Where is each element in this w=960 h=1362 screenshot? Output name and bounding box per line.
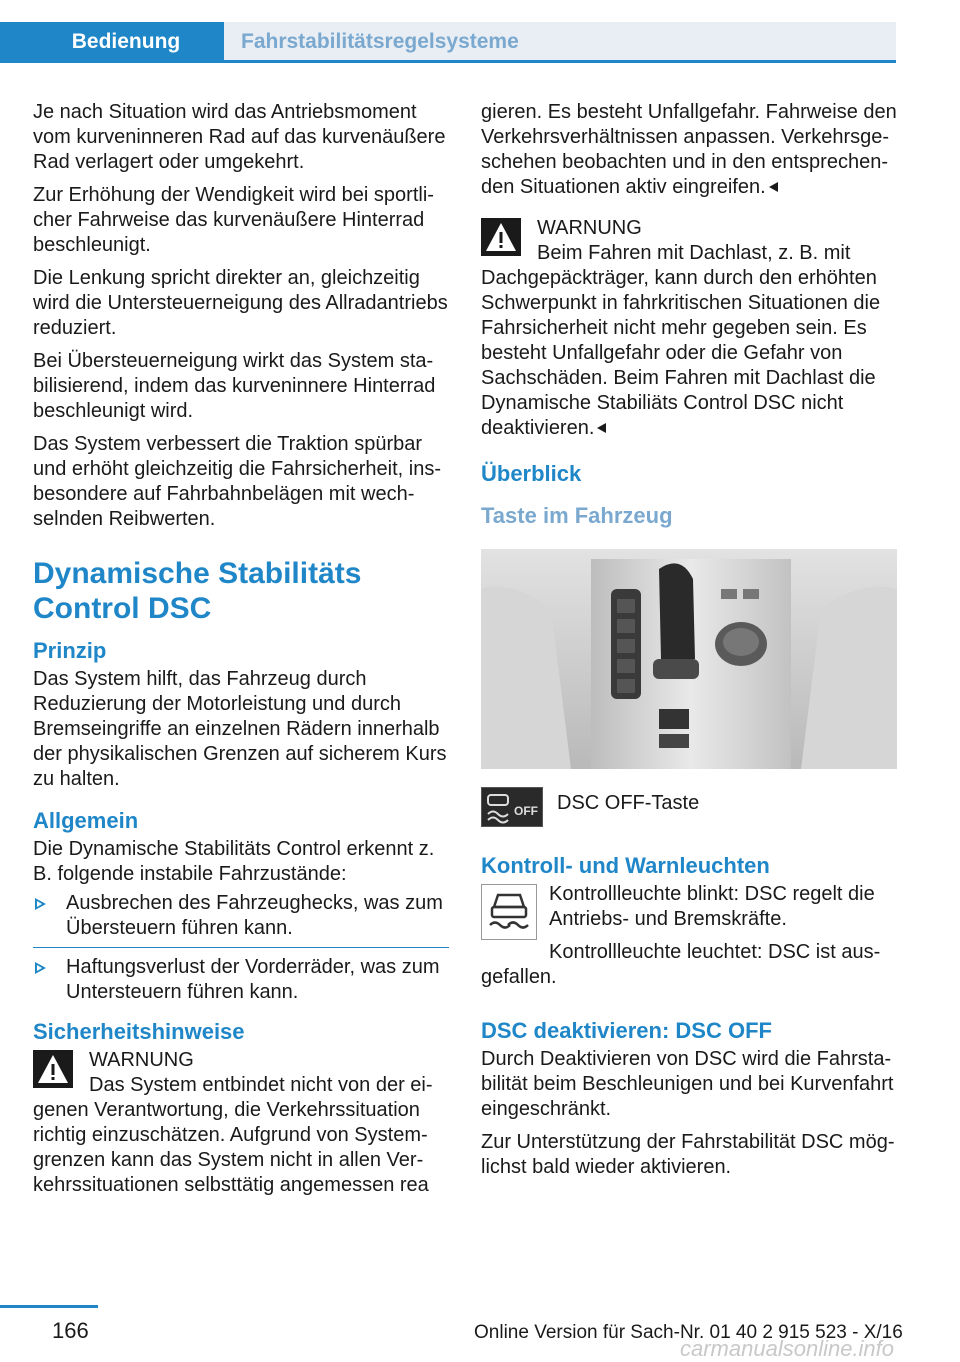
list-item: Haftungsverlust der Vorderräder, was zum Untersteuern führen kann. <box>33 955 449 1011</box>
warning-block <box>33 1048 449 1198</box>
dsc-off-button-icon: OFF <box>481 787 543 827</box>
right-column <box>481 100 897 1188</box>
warning-title: WARNUNG <box>537 217 642 239</box>
paragraph: Das System hilft, das Fahrzeug durch Reduzierung der Motorleistung und durch Bremseingriffe an einzelnen Rädern innerhalb der physikalischen Grenzen auf sicherem Kurs zu halten. <box>33 668 447 790</box>
triangle-bullet-icon <box>35 962 46 974</box>
lamp-description <box>481 882 897 990</box>
tab-fahrstabilitaet[interactable]: Fahrstabilitätsregelsysteme <box>224 22 896 62</box>
paragraph: Zur Erhöhung der Wendigkeit wird bei sportlicher Fahrweise das kurvenäußere Hinterrad beschleunigt. <box>33 184 434 256</box>
section-title-prinzip: Prinzip <box>33 638 107 663</box>
warning-text: Das System entbindet nicht von der eigenen Verantwortung, die Verkehrssituation richtig einzuschätzen. Aufgrund von Systemgrenzen kann das System nicht in allen Verkehrssituationen selbsttätig angemessen rea <box>33 1074 433 1196</box>
warning-icon <box>33 1050 73 1088</box>
end-mark-icon <box>769 182 778 192</box>
section-title-leuchten: Kontroll- und Warnleuchten <box>481 853 770 878</box>
chapter-title: Dynamische Stabilitäts Control DSC <box>33 557 362 625</box>
warning-text: Beim Fahren mit Dachlast, z. B. mit Dachgepäckträger, kann durch den erhöhten Schwerpunkt in fahrkritischen Situationen die Fahrsicherheit nicht mehr gegeben sein. Es besteht Unfallgefahr oder die Gefahr von Sachschäden. Beim Fahren mit Dachlast die Dynamische Stabiliäts Control DSC nicht deaktivieren. <box>481 242 881 439</box>
triangle-bullet-icon <box>35 898 46 910</box>
page-number: 166 <box>52 1318 89 1343</box>
warning-icon <box>481 218 521 256</box>
paragraph: Das System verbessert die Traktion spürbar und erhöht gleichzeitig die Fahrsicherheit, insbesondere auf Fahrbahnbelägen mit wechselnden Reibwerten. <box>33 433 442 530</box>
section-title-allgemein: Allgemein <box>33 808 139 833</box>
paragraph: Kontrollleuchte leuchtet: DSC ist ausgefallen. <box>481 941 881 988</box>
subsection-title-taste: Taste im Fahrzeug <box>481 503 673 528</box>
list-item: Ausbrechen des Fahrzeughecks, was zum Übersteuern führen kann. <box>33 891 449 948</box>
watermark: carmanualsonline.info <box>680 1336 895 1361</box>
left-column <box>33 100 449 1206</box>
online-version-note: Online Version für Sach-Nr. 01 40 2 915 523 - X/16 <box>474 1322 903 1343</box>
center-console-photo <box>481 549 897 769</box>
page-header <box>0 0 960 64</box>
section-title-sicherheit: Sicherheitshinweise <box>33 1019 245 1044</box>
paragraph: Zur Unterstützung der Fahrstabilität DSC möglichst bald wieder aktivieren. <box>481 1131 895 1178</box>
paragraph: Bei Übersteuerneigung wirkt das System stabilisierend, indem das kurveninnere Hinterrad beschleunigt wird. <box>33 350 436 422</box>
section-title-ueberblick: Überblick <box>481 461 582 486</box>
paragraph: Durch Deaktivieren von DSC wird die Fahrstabilität beim Beschleunigen und bei Kurvenfahrt eingeschränkt. <box>481 1048 894 1120</box>
warning-title: WARNUNG <box>89 1049 194 1071</box>
paragraph: Je nach Situation wird das Antriebsmoment vom kurveninneren Rad auf das kurvenäußere Rad verlagert oder umgekehrt. <box>33 101 446 173</box>
end-mark-icon <box>597 423 606 433</box>
tab-bedienung[interactable]: Bedienung <box>0 22 224 62</box>
dsc-indicator-lamp-icon <box>481 884 537 940</box>
dsc-off-caption: DSC OFF-Taste <box>557 792 700 814</box>
paragraph: Kontrollleuchte blinkt: DSC regelt die Antriebs- und Bremskräfte. <box>549 883 875 930</box>
paragraph: Die Dynamische Stabilitäts Control erkennt z. B. folgende instabile Fahrzustände: <box>33 838 435 885</box>
warning-continuation: gieren. Es besteht Unfallgefahr. Fahrweise den Verkehrsverhältnissen anpassen. Verkehrsgeschehen beobachten und in den entsprechenden Situationen aktiv eingreifen. <box>481 101 897 198</box>
header-divider <box>0 60 896 63</box>
section-title-deaktivieren: DSC deaktivieren: DSC OFF <box>481 1018 772 1043</box>
warning-block <box>481 216 897 441</box>
dsc-off-caption-row <box>481 785 897 829</box>
paragraph: Die Lenkung spricht direkter an, gleichzeitig wird die Untersteuerneigung des Allradantriebs reduziert. <box>33 267 448 339</box>
footer-divider <box>0 1305 98 1308</box>
bullet-list <box>33 891 449 1011</box>
